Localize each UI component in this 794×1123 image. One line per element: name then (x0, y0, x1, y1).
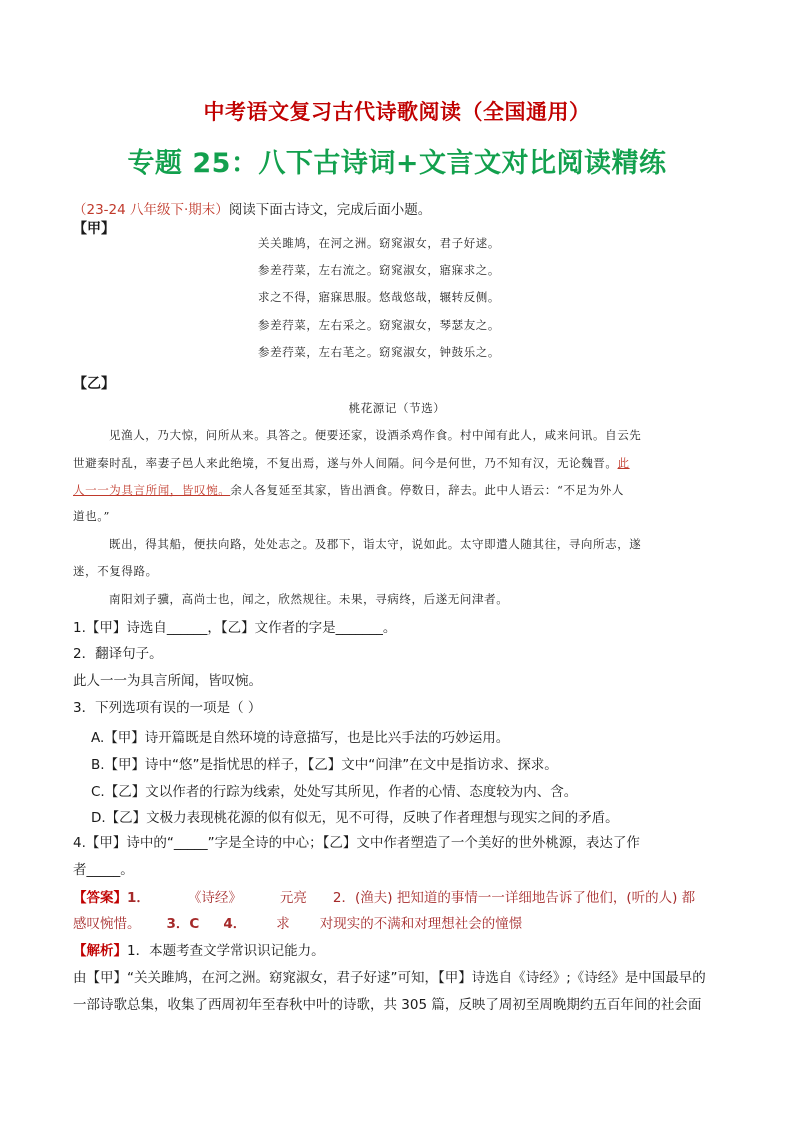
answer-3: 3．C (166, 916, 200, 932)
answer-num-1: 1． (127, 890, 150, 906)
answer-line-1 (73, 889, 695, 907)
prose-text: 世避秦时乱，率妻子邑人来此绝境，不复出焉，遂与外人间隔。问今是何世，乃不知有汉，无论魏晋。 (73, 456, 618, 470)
question-4-line-2: 者_____。 (73, 862, 134, 878)
analysis-line-3: 一部诗歌总集，收集了西周初年至春秋中叶的诗歌，共 305 篇，反映了周初至周晚期约五百年间的社会面 (73, 997, 702, 1013)
underlined-sentence-end: 人一一为具言所闻，皆叹惋。 (73, 483, 231, 497)
question-4-line-1: 4.【甲】诗中的“_____”字是全诗的中心；【乙】文中作者塑造了一个美好的世外桃源，表达了作 (73, 835, 640, 851)
option-b: B.【甲】诗中“悠”是指忧思的样子，【乙】文中“问津”在文中是指访求、探求。 (91, 757, 558, 773)
question-2: 2．翻译句子。 (73, 646, 163, 662)
option-c: C.【乙】文以作者的行踪为线索，处处写其所见，作者的心情、态度较为内、含。 (91, 784, 578, 800)
document-subtitle: 专题 25：八下古诗词+文言文对比阅读精练 (127, 148, 667, 179)
answer-2: 2．(渔夫) 把知道的事情一一详细地告诉了他们，(听的人) 都 (332, 890, 696, 906)
prose-p2-line-2: 迷，不复得路。 (73, 564, 158, 578)
question-1: 1.【甲】诗选自______，【乙】文作者的字是_______。 (73, 620, 397, 636)
question-3: 3．下列选项有误的一项是（ ） (73, 700, 262, 716)
prose-p1-line-4: 道也。” (73, 509, 111, 523)
poem-line-5: 参差荇菜，左右芼之。窈窕淑女，钟鼓乐之。 (258, 345, 500, 359)
analysis-line-1 (73, 942, 325, 960)
intro-text: 阅读下面古诗文，完成后面小题。 (228, 202, 432, 218)
prose-p1-line-3 (73, 482, 721, 498)
analysis-text-1: 1．本题考查文学常识识记能力。 (127, 943, 325, 959)
prose-p2-line-1: 既出，得其船，便扶向路，处处志之。及郡下，诣太守，说如此。太守即遣人随其往，寻向所志，遂 (109, 537, 642, 551)
source-tag: （23-24 八年级下·期末） (73, 202, 229, 218)
answer-1a: 《诗经》 (187, 890, 242, 906)
question-2-sentence: 此人一一为具言所闻，皆叹惋。 (73, 673, 262, 689)
intro-line (73, 201, 431, 219)
document-title: 中考语文复习古代诗歌阅读（全国通用） (203, 100, 591, 124)
underlined-sentence-start: 此 (617, 456, 630, 470)
answer-4b: 对现实的不满和对理想社会的憧憬 (319, 916, 523, 932)
prose-text: 余人各复延至其家，皆出酒食。停数日，辞去。此中人语云：“不足为外人 (230, 483, 624, 497)
option-d: D.【乙】文极力表现桃花源的似有似无，见不可得，反映了作者理想与现实之间的矛盾。 (91, 810, 619, 826)
prose-p3-line-1: 南阳刘子骥，高尚士也，闻之，欣然规往。未果，寻病终，后遂无问津者。 (109, 592, 509, 606)
poem-line-2: 参差荇菜，左右流之。窈窕淑女，寤寐求之。 (258, 263, 500, 277)
answer-label: 【答案】 (73, 890, 127, 906)
answer-num-4: 4． (223, 916, 247, 932)
prose-p1-line-2 (73, 455, 721, 471)
poem-line-1: 关关雎鸠，在河之洲。窈窕淑女，君子好逑。 (258, 236, 500, 250)
poem-line-3: 求之不得，寤寐思服。悠哉悠哉，辗转反侧。 (258, 290, 500, 304)
prose-p1-line-1: 见渔人，乃大惊，问所从来。具答之。便要还家，设酒杀鸡作食。村中闻有此人，咸来问讯。自云先 (109, 428, 642, 442)
part-b-label: 【乙】 (73, 376, 115, 392)
poem-line-4: 参差荇菜，左右采之。窈窕淑女，琴瑟友之。 (258, 318, 500, 332)
answer-line-2 (73, 915, 522, 933)
option-a: A.【甲】诗开篇既是自然环境的诗意描写，也是比兴手法的巧妙运用。 (91, 730, 510, 746)
answer-1b: 元亮 (279, 890, 307, 906)
answer-2-cont: 感叹惋惜。 (73, 916, 141, 932)
answer-4a: 求 (276, 916, 290, 932)
analysis-label: 【解析】 (73, 943, 127, 959)
prose-title: 桃花源记（节选） (348, 401, 446, 415)
part-a-label: 【甲】 (73, 221, 115, 237)
analysis-line-2: 由【甲】“关关雎鸠，在河之洲。窈窕淑女，君子好逑”可知，【甲】诗选自《诗经》;《诗经》是中国最早的 (73, 970, 706, 986)
